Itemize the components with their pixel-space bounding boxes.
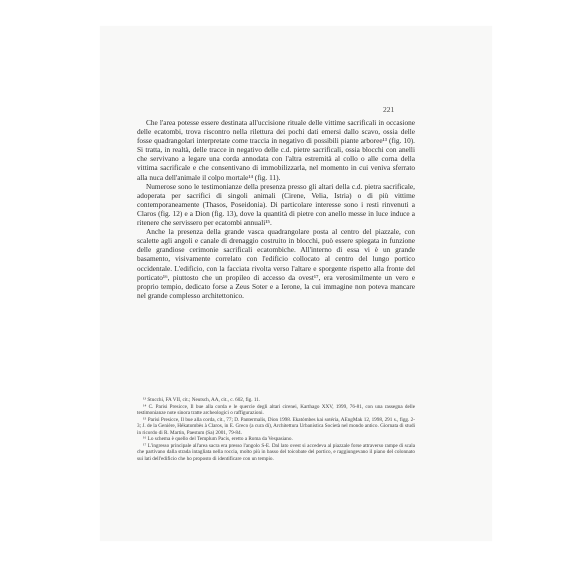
page-number: 221: [383, 105, 395, 114]
footnote: ¹³ Stucchi, FA VII, cit.; Neutsch, AA, cit., c. 602, fig. 11.: [143, 397, 261, 403]
paragraph: Numerose sono le testimonianze della presenza presso gli altari della c.d. pietra sacrificale, adoperata per sacrifici di singoli animali (Cirene, Velia, Istria) o di più vittime contemporaneamente (Thasos, Poseidonia). Di particolare interesse sono i resti rinvenuti a Claros (fig. 12) e a Dion (fig. 13), dove la quantità di pietre con anello messe in luce induce a ritenere che servissero per ecatombi annuali¹⁵.: [137, 181, 415, 228]
footnote: ¹⁴ C. Parisi Presicce, Il bue alla corda e le quercie degli altari cirenei, Karthago XXV, 1999, 76-81, con una rassegna delle testimonianze note sinora tratte archeologici o raffigurazioni.: [137, 403, 415, 416]
footnote: ¹⁶ Lo schema è quello del Templum Pacis, eretto a Roma da Vespasiano.: [143, 436, 293, 442]
main-text: [137, 118, 415, 300]
footnote: ¹⁵ Parisi Presicce, Il bue alla corda, cit., 77; D. Pantermalis, Dion 1998. Ekatómbes kai sotéria, AEngMak 12, 1998, 291 s., figg. 2-3; J. de la Genière, Hékatombès à Claros, in E. Greco (a cura di), Architettura Urbanistica Società nel mondo antico. Giornata di studi in ricordo di R. Martin, Paestum (Sa) 2001, 79-84.: [137, 416, 415, 436]
footnote: ¹⁷ L'ingresso principale all'area sacra era presso l'angolo S-E. Dal lato ovest si accedeva al piazzale forse attraverso rampe di scala che partivano dalla strada intagliata nella roccia, molto più in basso del toicobate del portico, e raggiungevano il piano del colonnato sui lati dell'edificio che ho proposto di identificare con un tempio.: [137, 442, 415, 462]
footnotes: [137, 397, 415, 462]
paragraph: Che l'area potesse essere destinata all'uccisione rituale delle vittime sacrificali in occasione delle ecatombi, trova riscontro nella rilettura dei pochi dati emersi dallo scavo, ossia delle fosse quadrangolari interpretate come traccia in negativo di possibili piante arboree¹³ (fig. 10). Si tratta, in realtà, delle tracce in negativo delle c.d. pietre sacrificali, ossia blocchi con anelli che servivano a legare una corda annodata con l'altra estremità al collo o alle corna della vittima sacrificale e che consentivano di immobilizzarla, nel momento in cui veniva sferrato alla nuca dell'animale il colpo mortale¹⁴ (fig. 11).: [137, 118, 415, 182]
paragraph: Anche la presenza della grande vasca quadrangolare posta al centro del piazzale, con scalette agli angoli e canale di drenaggio costruito in blocchi, può essere spiegata in funzione delle grandiose cerimonie sacrificali ecatombiche. All'interno di essa vi è un grande basamento, visivamente correlato con l'edificio collocato al centro del lungo portico occidentale. L'edificio, con la facciata rivolta verso l'altare e sporgente rispetto alla fronte del porticato¹⁶, piuttosto che un propileo di accesso da ovest¹⁷, era verosimilmente un vero e proprio tempio, dedicato forse a Zeus Soter e a Ierone, la cui immagine non poteva mancare nel grande complesso architettonico.: [137, 227, 415, 300]
